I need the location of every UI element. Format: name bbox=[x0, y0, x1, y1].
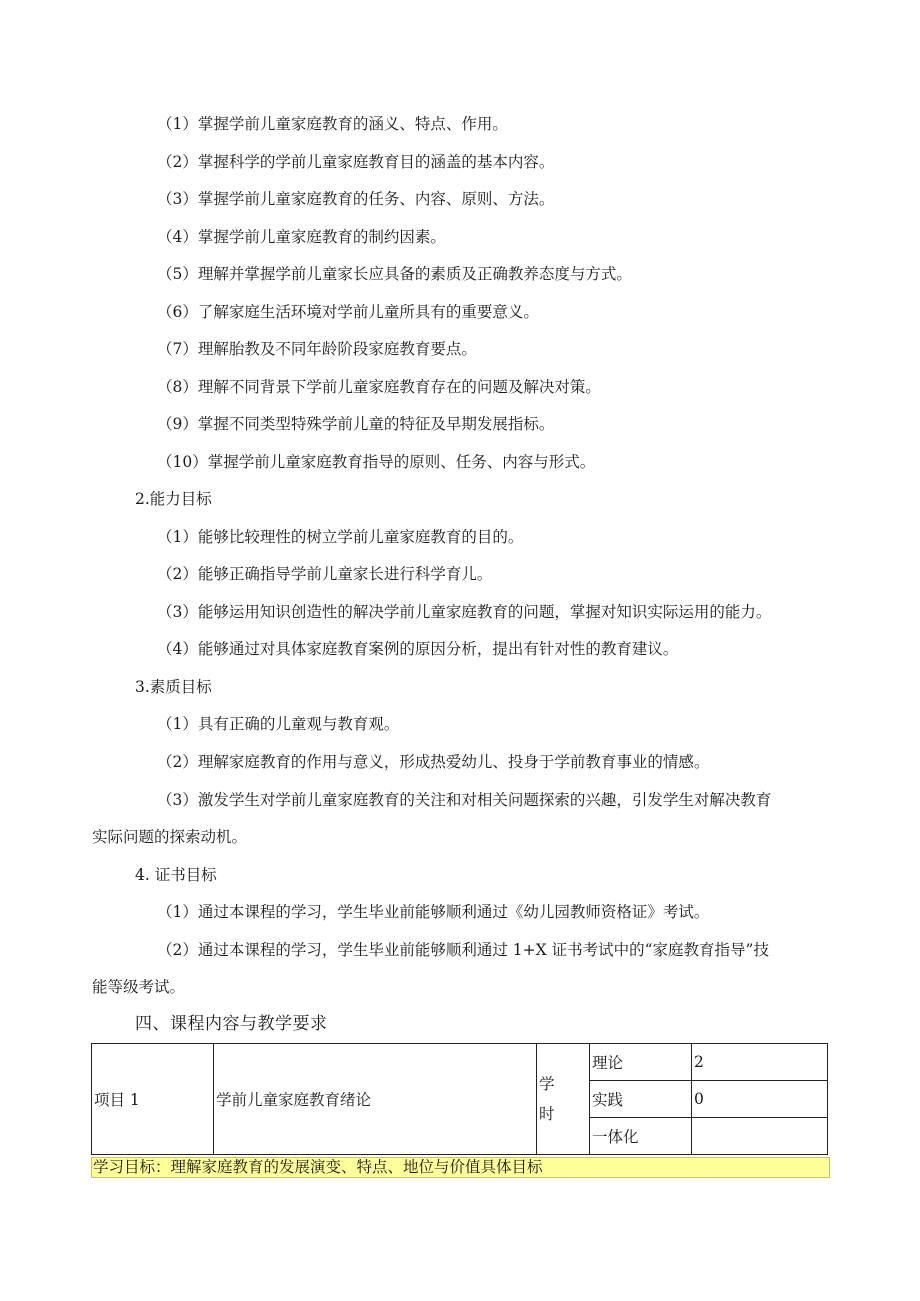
knowledge-item-8: （8）理解不同背景下学前儿童家庭教育存在的问题及解决对策。 bbox=[157, 378, 601, 396]
knowledge-item-3: （3）掌握学前儿童家庭教育的任务、内容、原则、方法。 bbox=[157, 190, 555, 208]
hours-type-theory: 理论 bbox=[590, 1044, 692, 1081]
learning-goal-highlight: 学习目标：理解家庭教育的发展演变、特点、地位与价值具体目标 bbox=[91, 1157, 830, 1178]
knowledge-item-9: （9）掌握不同类型特殊学前儿童的特征及早期发展指标。 bbox=[157, 415, 555, 433]
quality-item-2: （2）理解家庭教育的作用与意义，形成热爱幼儿、投身于学前教育事业的情感。 bbox=[157, 753, 710, 771]
knowledge-item-6: （6）了解家庭生活环境对学前儿童所具有的重要意义。 bbox=[157, 303, 539, 321]
hours-label: 学 时 bbox=[539, 1075, 555, 1123]
hours-value-integrated bbox=[692, 1118, 828, 1155]
section-title: 四、课程内容与教学要求 bbox=[135, 1014, 328, 1034]
quality-item-3-line-1: （3）激发学生对学前儿童家庭教育的关注和对相关问题探索的兴趣，引发学生对解决教育 bbox=[157, 791, 772, 809]
certificate-item-2-line-1: （2）通过本课程的学习，学生毕业前能够顺利通过 1+X 证书考试中的“家庭教育指导”技 bbox=[157, 941, 769, 959]
hours-label-cell bbox=[537, 1044, 590, 1155]
certificate-item-2-line-2: 能等级考试。 bbox=[92, 978, 186, 996]
hours-value-theory: 2 bbox=[692, 1044, 828, 1081]
hours-value-practice: 0 bbox=[692, 1081, 828, 1118]
hours-type-practice: 实践 bbox=[590, 1081, 692, 1118]
quality-heading: 3.素质目标 bbox=[135, 678, 212, 696]
project-cell: 项目 1 bbox=[92, 1044, 214, 1155]
course-table bbox=[91, 1043, 828, 1155]
knowledge-item-7: （7）理解胎教及不同年龄阶段家庭教育要点。 bbox=[157, 340, 477, 358]
certificate-item-1: （1）通过本课程的学习，学生毕业前能够顺利通过《幼儿园教师资格证》考试。 bbox=[157, 903, 710, 921]
knowledge-item-4: （4）掌握学前儿童家庭教育的制约因素。 bbox=[157, 228, 446, 246]
quality-item-3-line-2: 实际问题的探索动机。 bbox=[92, 828, 248, 846]
ability-heading: 2.能力目标 bbox=[135, 490, 212, 508]
hours-type-integrated: 一体化 bbox=[590, 1118, 692, 1155]
ability-item-1: （1）能够比较理性的树立学前儿童家庭教育的目的。 bbox=[157, 528, 524, 546]
quality-item-1: （1）具有正确的儿童观与教育观。 bbox=[157, 715, 400, 733]
project-name-cell: 学前儿童家庭教育绪论 bbox=[214, 1044, 537, 1155]
ability-item-2: （2）能够正确指导学前儿童家长进行科学育儿。 bbox=[157, 565, 493, 583]
knowledge-item-5: （5）理解并掌握学前儿童家长应具备的素质及正确教养态度与方式。 bbox=[157, 265, 632, 283]
ability-item-4: （4）能够通过对具体家庭教育案例的原因分析，提出有针对性的教育建议。 bbox=[157, 640, 679, 658]
knowledge-item-1: （1）掌握学前儿童家庭教育的涵义、特点、作用。 bbox=[157, 115, 508, 133]
certificate-heading: 4. 证书目标 bbox=[135, 866, 217, 884]
ability-item-3: （3）能够运用知识创造性的解决学前儿童家庭教育的问题，掌握对知识实际运用的能力。 bbox=[157, 603, 772, 621]
knowledge-item-10: （10）掌握学前儿童家庭教育指导的原则、任务、内容与形式。 bbox=[157, 453, 596, 471]
knowledge-item-2: （2）掌握科学的学前儿童家庭教育目的涵盖的基本内容。 bbox=[157, 153, 555, 171]
